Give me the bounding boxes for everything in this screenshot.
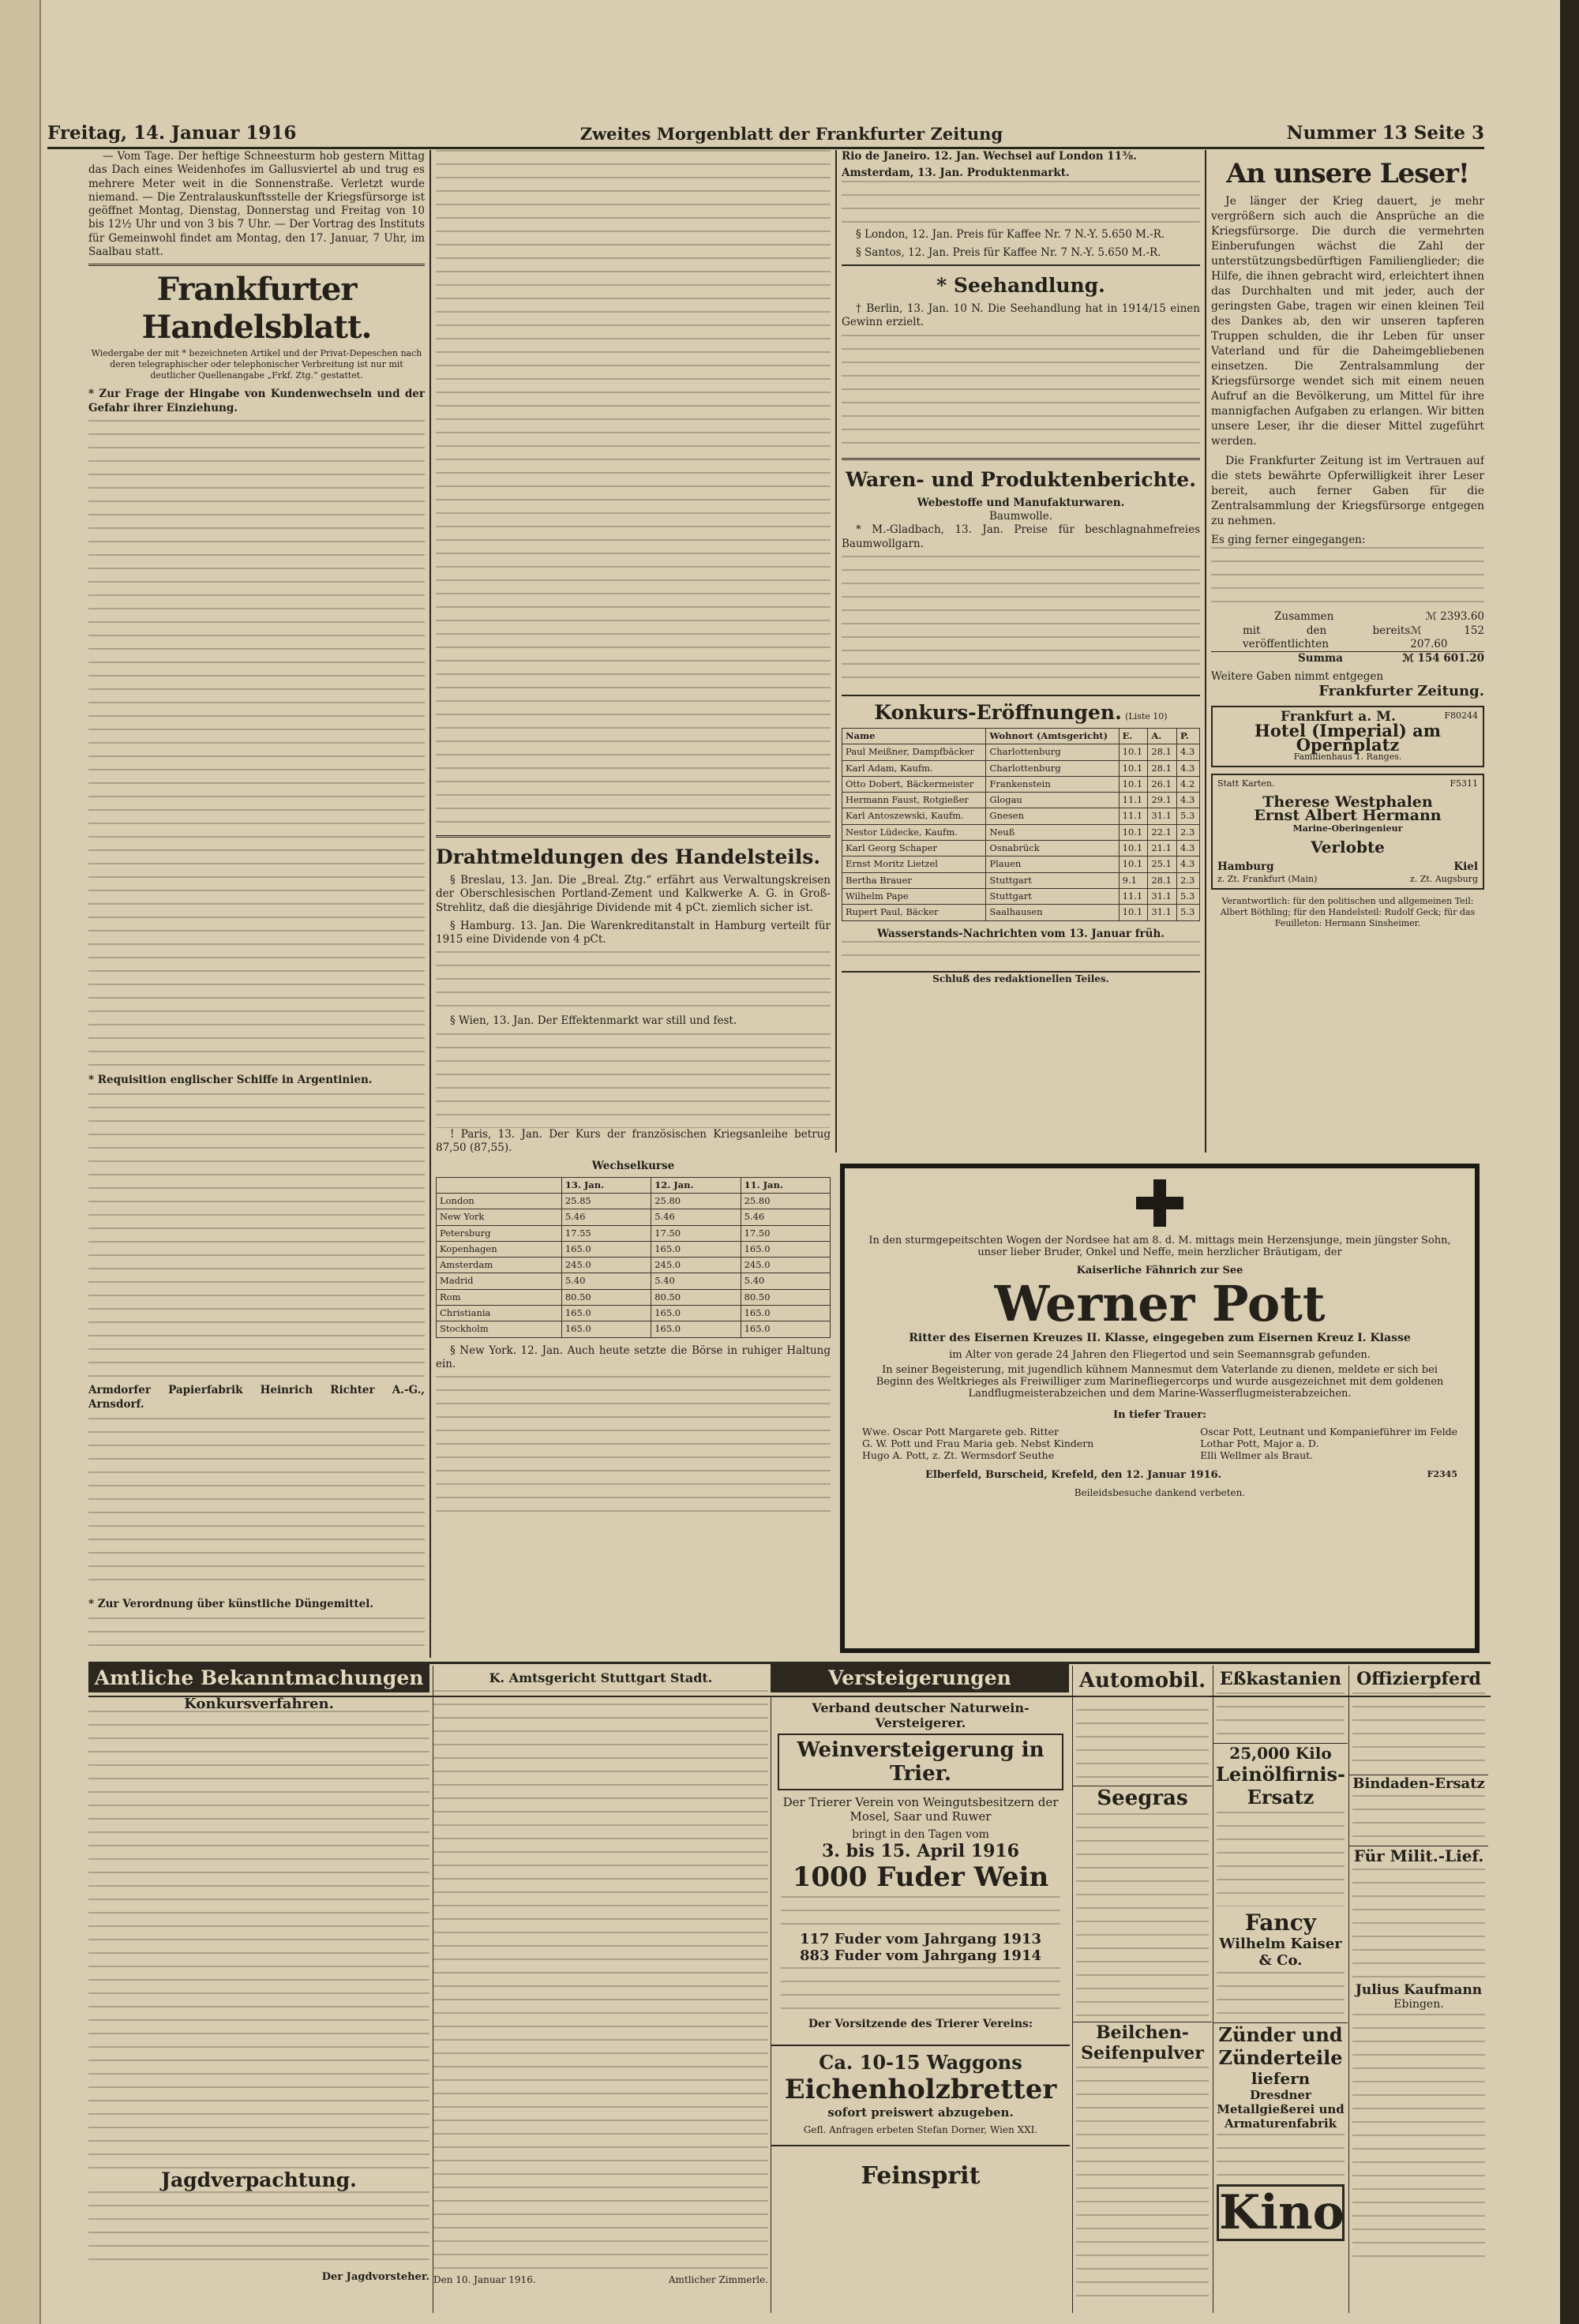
konkurs-cell: 10.1 xyxy=(1119,824,1148,840)
konkurs-cell: Frankenstein xyxy=(986,776,1119,792)
rates-col-header xyxy=(437,1177,562,1193)
konkurs-cell: 21.1 xyxy=(1148,841,1177,857)
konkurs-cell: 5.3 xyxy=(1177,888,1200,904)
ads-column-3 xyxy=(1348,1666,1488,2313)
header-date: Freitag, 14. Januar 1916 xyxy=(47,122,297,144)
reprint-note: Wiedergabe der mit * bezeichneten Artikel und der Privat-Depeschen nach deren telegraphischer oder telephonischer Verbreitung ist nur mit deutlicher Quellenangabe „Frkf. Ztg.“ gestattet. xyxy=(91,348,422,381)
amtsgericht-heading: K. Amtsgericht Stuttgart Stadt. xyxy=(489,1670,713,1685)
column-handelsblatt xyxy=(88,150,425,1658)
rates-cell: 80.50 xyxy=(741,1289,830,1305)
konkurs-cell: Neuß xyxy=(986,824,1119,840)
binding-gutter xyxy=(1560,0,1579,2324)
waren-text: * M.-Gladbach, 13. Jan. Preise für beschlagnahmefreies Baumwollgarn. xyxy=(842,523,1200,550)
wine-auction-ad xyxy=(771,1697,1070,2313)
konkurs-cell: 31.1 xyxy=(1148,905,1177,920)
verlobte-label: Verlobte xyxy=(1311,837,1385,857)
london-report: § London, 12. Jan. Preis für Kaffee Nr. 7 N.-Y. 5.650 M.-R. xyxy=(856,227,1165,241)
konkurs-row xyxy=(842,841,1200,857)
mourner: Oscar Pott, Leutnant und Kompanieführer im Felde xyxy=(1200,1426,1457,1438)
section-title-waren: Waren- und Produktenberichte. xyxy=(846,467,1196,491)
konkurs-row xyxy=(842,776,1200,792)
konkurs-cell: 5.3 xyxy=(1177,808,1200,824)
header-page-number: Nummer 13 Seite 3 xyxy=(1286,122,1484,144)
seegras-title: Seegras xyxy=(1073,1786,1212,1810)
wine-text: Der Trierer Verein von Weingutsbesitzern der Mosel, Saar und Ruwer xyxy=(782,1795,1059,1824)
wine-details xyxy=(781,1896,1060,1928)
rates-cell: 165.0 xyxy=(651,1306,741,1321)
rates-cell: 245.0 xyxy=(561,1258,651,1273)
groom-city: Kiel xyxy=(1453,860,1478,873)
section-title-seehandlung: * Seehandlung. xyxy=(936,274,1105,298)
wine-details xyxy=(781,1967,1060,2015)
konkurs-cell: 25.1 xyxy=(1148,857,1177,872)
obit-mourning: In tiefer Trauer: xyxy=(1113,1409,1206,1421)
prev-label: mit den bereits veröffentlichten xyxy=(1243,624,1411,650)
rates-cell: 5.46 xyxy=(561,1209,651,1225)
rates-col-header: 13. Jan. xyxy=(561,1177,651,1193)
stuttgart-notice xyxy=(433,1666,768,2313)
konkurs-row xyxy=(842,744,1200,760)
konkurs-cell: 10.1 xyxy=(1119,905,1148,920)
article-text xyxy=(842,335,1200,453)
konkurs-cell: 28.1 xyxy=(1148,872,1177,888)
article-text xyxy=(436,951,831,1014)
konkurs-row xyxy=(842,872,1200,888)
konkurs-cell: 4.2 xyxy=(1177,776,1200,792)
rates-cell: New York xyxy=(437,1209,562,1225)
konkurs-cell: 11.1 xyxy=(1119,888,1148,904)
amsterdam-report: Amsterdam, 13. Jan. Produktenmarkt. xyxy=(842,167,1070,180)
binde-title: Bindaden-Ersatz xyxy=(1349,1775,1488,1792)
wood-waggons: Ca. 10-15 Waggons xyxy=(819,2051,1022,2074)
article-text xyxy=(88,420,425,1067)
auto-title: Automobil. xyxy=(1078,1669,1206,1692)
feinsprit-title: Feinsprit xyxy=(861,2162,981,2190)
konkurs-title xyxy=(842,701,1200,725)
konkurs-row xyxy=(842,857,1200,872)
rates-row xyxy=(437,1321,831,1337)
article-text xyxy=(88,1093,425,1378)
verband-title: Verband deutscher Naturwein-Versteigerer. xyxy=(812,1700,1030,1730)
iron-cross-icon xyxy=(1136,1179,1183,1227)
konkurs-cell: 4.3 xyxy=(1177,841,1200,857)
bride-city-sub: z. Zt. Frankfurt (Main) xyxy=(1217,874,1318,885)
konkurs-row xyxy=(842,808,1200,824)
kaufmann-title: Julius Kaufmann xyxy=(1355,1982,1483,1998)
rates-row xyxy=(437,1306,831,1321)
statt-karten: Statt Karten. xyxy=(1217,778,1275,789)
obit-place: Elberfeld, Burscheid, Krefeld, den 12. Januar 1916. xyxy=(925,1469,1222,1481)
rates-cell: 165.0 xyxy=(651,1241,741,1257)
konkurs-list-note: (Liste 10) xyxy=(1125,710,1168,722)
konkurs-cell: Karl Antoszewski, Kaufm. xyxy=(842,808,986,824)
kaufmann-city: Ebingen. xyxy=(1393,1998,1444,2011)
rates-cell: 17.55 xyxy=(561,1225,651,1241)
seifenpulver-title: Beilchen-Seifenpulver xyxy=(1073,2022,1212,2063)
header-title: Zweites Morgenblatt der Frankfurter Zeitung xyxy=(579,124,1003,144)
telegram-paris: ! Paris, 13. Jan. Der Kurs der französischen Kriegsanleihe betrug 87,50 (87,55). xyxy=(436,1127,831,1155)
adjacent-page-strip xyxy=(0,0,41,2324)
obit-code: F2345 xyxy=(1427,1469,1457,1479)
telegram-wien: § Wien, 13. Jan. Der Effektenmarkt war still und fest. xyxy=(450,1014,737,1028)
rates-cell: 165.0 xyxy=(561,1306,651,1321)
hotel-ad xyxy=(1211,706,1484,767)
market-text xyxy=(842,181,1200,228)
rates-cell: 165.0 xyxy=(741,1321,830,1337)
wood-text: sofort preiswert abzugeben. xyxy=(827,2105,1014,2120)
appeal-text-2: Die Frankfurter Zeitung ist im Vertrauen auf die stets bewährte Opferwilligkeit ihrer Leser bereit, auch ferner Gaben für die Zentralsammlung der Kriegsfürsorge entgegen zu nehmen. xyxy=(1211,455,1484,527)
mourner: G. W. Pott und Frau Maria geb. Nebst Kindern xyxy=(862,1438,1094,1449)
footer-date: Den 10. Januar 1916. xyxy=(433,2274,536,2285)
donations-label: Es ging ferner eingegangen: xyxy=(1211,534,1366,546)
ad-text xyxy=(1217,1692,1345,1740)
konkurs-cell: Hermann Faust, Rotgießer xyxy=(842,793,986,808)
exchange-rates-title: Wechselkurse xyxy=(591,1160,675,1173)
konkurs-cell: Karl Adam, Kaufm. xyxy=(842,760,986,776)
footer-sign: Amtlicher Zimmerle. xyxy=(668,2274,768,2285)
milit-title: Für Milit.-Lief. xyxy=(1349,1846,1488,1865)
konkurs-cell: 5.3 xyxy=(1177,905,1200,920)
local-news: — Vom Tage. Der heftige Schneesturm hob gestern Mittag das Dach eines Weidenhofes im Gallusviertel ab und trug es mehrere Meter weit in die Sonnenstraße. Verletzt wurde niemand. — Die Zentralauskunftsstelle der Kriegsfürsorge ist geöffnet Montag, Dienstag, Donnerstag und Freitag von 10 bis 12½ Uhr und von 3 bis 7 Uhr. — Der Vortrag des Instituts für Gemeinwohl findet am Montag, den 17. Januar, 7 Uhr, im Saalbau statt. xyxy=(88,150,425,259)
konkurs-cell: 28.1 xyxy=(1148,760,1177,776)
rates-cell: 165.0 xyxy=(561,1241,651,1257)
section-title-handelsblatt: Frankfurter Handelsblatt. xyxy=(141,271,372,347)
wood-title: Eichenholzbretter xyxy=(784,2074,1057,2105)
mourner: Wwe. Oscar Pott Margarete geb. Ritter xyxy=(862,1426,1060,1438)
konkurs-cell: 4.3 xyxy=(1177,857,1200,872)
rates-cell: Rom xyxy=(437,1289,562,1305)
konkurs-cell: Nestor Lüdecke, Kaufm. xyxy=(842,824,986,840)
leinoel-title: Leinölfirnis-Ersatz xyxy=(1216,1763,1345,1809)
konkurs-cell: Gnesen xyxy=(986,808,1119,824)
konkurs-cell: 10.1 xyxy=(1119,857,1148,872)
wasserstand-text xyxy=(842,941,1200,968)
bride-name: Therese Westphalen xyxy=(1262,793,1433,811)
konkurs-col-header: Name xyxy=(842,728,986,744)
amtliche-heading: Amtliche Bekanntmachungen xyxy=(88,1664,429,1692)
rates-cell: Stockholm xyxy=(437,1321,562,1337)
rates-cell: 245.0 xyxy=(741,1258,830,1273)
article-text xyxy=(436,1033,831,1128)
konkurs-cell: 28.1 xyxy=(1148,744,1177,760)
sum-row xyxy=(1211,610,1484,624)
groom-name: Ernst Albert Hermann xyxy=(1254,807,1442,825)
ad-text xyxy=(1217,1972,1345,2019)
konkurs-col-header: Wohnort (Amtsgericht) xyxy=(986,728,1119,744)
ad-text xyxy=(1217,1812,1345,1906)
rates-cell: 80.50 xyxy=(561,1289,651,1305)
article-heading: Armdorfer Papierfabrik Heinrich Richter A.-G., Arnsdorf. xyxy=(88,1384,425,1411)
obit-intro: In den sturmgepeitschten Wogen der Nordsee hat am 8. d. M. mittags mein Herzensjunge, mein jüngster Sohn, unser lieber Bruder, Onkel und Neffe, mein herzlicher Bräutigam, der xyxy=(868,1235,1451,1258)
rates-row xyxy=(437,1289,831,1305)
rates-cell: 17.50 xyxy=(651,1225,741,1241)
column-maerkte xyxy=(842,150,1200,1153)
konkurs-row xyxy=(842,888,1200,904)
article-text xyxy=(436,150,831,829)
hotel-name: Hotel (Imperial) am Opernplatz xyxy=(1255,721,1441,755)
jagd-heading: Jagdverpachtung. xyxy=(161,2168,357,2191)
rates-row xyxy=(437,1258,831,1273)
konkurs-cell: Stuttgart xyxy=(986,872,1119,888)
konkurs-cell: Wilhelm Pape xyxy=(842,888,986,904)
total-row xyxy=(1211,652,1484,665)
konkurs-row xyxy=(842,824,1200,840)
article-text xyxy=(88,1418,425,1591)
kastanien-title: Eßkastanien xyxy=(1219,1669,1342,1689)
konkurs-cell: 22.1 xyxy=(1148,824,1177,840)
konkurs-cell: 2.3 xyxy=(1177,872,1200,888)
wine-title: Weinversteigerung in Trier. xyxy=(778,1734,1063,1790)
prev-row xyxy=(1211,624,1484,653)
wood-contact: Gefl. Anfragen erbeten Stefan Dorner, Wien XXI. xyxy=(803,2124,1038,2135)
section-title-drahtmeldungen: Drahtmeldungen des Handelsteils. xyxy=(436,845,821,868)
waren-subtitle: Webestoffe und Manufakturwaren. xyxy=(917,496,1125,509)
engagement-code: F5311 xyxy=(1450,778,1478,789)
obit-order: Ritter des Eisernen Kreuzes II. Klasse, eingegeben zum Eisernen Kreuz I. Klasse xyxy=(909,1332,1411,1344)
rates-cell: 165.0 xyxy=(651,1321,741,1337)
rates-cell: 5.40 xyxy=(741,1273,830,1289)
konkurs-cell: 29.1 xyxy=(1148,793,1177,808)
notice-text xyxy=(433,1690,768,2274)
rates-cell: 25.80 xyxy=(651,1193,741,1209)
obit-name: Werner Pott xyxy=(994,1275,1326,1333)
engagement-ad xyxy=(1211,774,1484,890)
article-text xyxy=(436,1376,831,1518)
konkurs-cell: 10.1 xyxy=(1119,841,1148,857)
konkurs-cell: Saalhausen xyxy=(986,905,1119,920)
ad-text xyxy=(1076,1813,1209,2019)
zuender-title: Zünder und Zünderteile xyxy=(1213,2022,1348,2069)
wine-chair: Der Vorsitzende des Trierer Vereins: xyxy=(808,2018,1033,2030)
konkurs-cell: 9.1 xyxy=(1119,872,1148,888)
rates-cell: 5.46 xyxy=(651,1209,741,1225)
sum-label: Zusammen xyxy=(1274,610,1334,624)
mourner: Lothar Pott, Major a. D. xyxy=(1200,1438,1319,1449)
rates-col-header: 12. Jan. xyxy=(651,1177,741,1193)
konkurs-col-header: E. xyxy=(1119,728,1148,744)
konkurs-row xyxy=(842,760,1200,776)
obit-rank: Kaiserliche Fähnrich zur See xyxy=(1076,1265,1243,1276)
telegram-newyork: § New York. 12. Jan. Auch heute setzte die Börse in ruhiger Haltung ein. xyxy=(436,1344,831,1370)
further-gifts: Weitere Gaben nimmt entgegen xyxy=(1211,670,1384,684)
dresdner-title: Dresdner Metallgießerei und Armaturenfabrik xyxy=(1217,2088,1345,2131)
end-of-editorial: Schluß des redaktionellen Teiles. xyxy=(842,971,1200,986)
article-heading: * Zur Verordnung über künstliche Düngemittel. xyxy=(88,1597,374,1610)
article-text xyxy=(88,1617,425,1658)
column-drahtmeldungen xyxy=(436,150,831,1658)
konkurs-cell: 11.1 xyxy=(1119,808,1148,824)
seehandlung-text: † Berlin, 13. Jan. 10 N. Die Seehandlung hat in 1914/15 einen Gewinn erzielt. xyxy=(842,302,1200,329)
ad-text xyxy=(1352,2014,1485,2266)
rates-row xyxy=(437,1209,831,1225)
wine-text: bringt in den Tagen vom xyxy=(852,1828,989,1841)
mourner: Elli Wellmer als Braut. xyxy=(1200,1449,1314,1461)
konkurs-cell: 2.3 xyxy=(1177,824,1200,840)
ad-text xyxy=(1217,2134,1345,2181)
santos-report: § Santos, 12. Jan. Preis für Kaffee Nr. 7 N.-Y. 5.650 M.-R. xyxy=(856,246,1161,259)
obit-age: im Alter von gerade 24 Jahren den Fliegertod und sein Seemannsgrab gefunden. xyxy=(949,1349,1371,1361)
konkurs-heading: Konkursverfahren. xyxy=(184,1697,334,1712)
rates-cell: 165.0 xyxy=(741,1306,830,1321)
rates-cell: 80.50 xyxy=(651,1289,741,1305)
konkurs-cell: Karl Georg Schaper xyxy=(842,841,986,857)
leinoel-amount: 25,000 Kilo xyxy=(1213,1743,1348,1763)
rates-cell: London xyxy=(437,1193,562,1209)
konkurs-cell: Paul Meißner, Dampfbäcker xyxy=(842,744,986,760)
signature-fz: Frankfurter Zeitung. xyxy=(1318,682,1484,699)
rates-cell: 5.40 xyxy=(561,1273,651,1289)
konkurs-cell: Plauen xyxy=(986,857,1119,872)
page-header xyxy=(47,118,1484,149)
kino-title: Kino xyxy=(1217,2184,1345,2241)
konkurs-table xyxy=(842,728,1200,921)
rates-row xyxy=(437,1273,831,1289)
obit-text: In seiner Begeisterung, mit jugendlich kühnem Mannesmut dem Vaterlande zu dienen, meldete er sich bei Beginn des Weltkrieges als Freiwilliger zum Marinefliegercorps und wurde ausgezeichnet mit dem goldenen Landflugmeisterabzeichen und dem Marine-Wasserflugmeisterabzeichen. xyxy=(876,1364,1444,1400)
notice-text xyxy=(88,2191,429,2270)
rates-row xyxy=(437,1225,831,1241)
konkurs-cell: Charlottenburg xyxy=(986,744,1119,760)
donations-list xyxy=(1211,547,1484,610)
responsible-editors: Verantwortlich: für den politischen und allgemeinen Teil: Albert Böthling; für den Handelsteil: Rudolf Geck; für das Feuilleton: Hermann Sinsheimer. xyxy=(1220,896,1476,929)
sum-value: ℳ 2393.60 xyxy=(1425,610,1484,624)
konkurs-cell: 4.3 xyxy=(1177,744,1200,760)
konkurs-cell: 10.1 xyxy=(1119,776,1148,792)
rates-cell: 5.40 xyxy=(651,1273,741,1289)
liefern-label: liefern xyxy=(1251,2069,1311,2088)
obit-note: Beileidsbesuche dankend verbeten. xyxy=(1074,1487,1246,1498)
ad-text xyxy=(1352,1795,1485,1842)
ads-column-2 xyxy=(1213,1666,1348,2313)
section-title-konkurs: Konkurs-Eröffnungen. xyxy=(874,700,1122,724)
column-rule xyxy=(429,150,431,1658)
prev-value: ℳ 152 207.60 xyxy=(1410,624,1484,650)
bride-city: Hamburg xyxy=(1217,860,1274,873)
total-label: Summa xyxy=(1298,652,1343,665)
konkurs-cell: Rupert Paul, Bäcker xyxy=(842,905,986,920)
konkurs-row xyxy=(842,793,1200,808)
groom-rank: Marine-Oberingenieur xyxy=(1292,823,1403,834)
konkurs-cell: 4.3 xyxy=(1177,760,1200,776)
konkurs-cell: Glogau xyxy=(986,793,1119,808)
konkurs-cell: 31.1 xyxy=(1148,888,1177,904)
konkurs-cell: Otto Dobert, Bäckermeister xyxy=(842,776,986,792)
ad-text xyxy=(1076,2067,1209,2303)
hotel-code: F80244 xyxy=(1444,710,1478,722)
konkurs-cell: 31.1 xyxy=(1148,808,1177,824)
rio-report: Rio de Janeiro. 12. Jan. Wechsel auf London 11⅜. xyxy=(842,150,1137,163)
kaiser-title: Wilhelm Kaiser & Co. xyxy=(1219,1936,1342,1969)
ad-text xyxy=(1352,1692,1485,1771)
konkurs-cell: Charlottenburg xyxy=(986,760,1119,776)
amtliche-column xyxy=(88,1697,429,2313)
exchange-rates-table xyxy=(436,1177,831,1338)
appeal-text: Je länger der Krieg dauert, je mehr vergrößern sich auch die Ansprüche an die Kriegsfürsorge. Die durch die vermehrten Einberufungen wächst die Zahl der unterstützungsbedürftigen Familienglieder; die Hilfe, die ihnen gebracht wird, erleichtert ihnen das Durchhalten und mit jeder, auch der geringsten Gabe, tragen wir einen kleinen Teil des Dankes ab, den wir unseren tapferen Truppen schulden, die ihr Leben für unser Vaterland und für die Daheimgebliebenen einsetzen. Die Zentralsammlung der Kriegsfürsorge wendet sich mit einem neuen Aufruf an die Bevölkerung, um Mittel für ihre mannigfachen Aufgaben zu erlangen. Wir bitten unsere Leser, ihr die dieser Mittel zugeführt werden. xyxy=(1211,195,1484,448)
konkurs-col-header: P. xyxy=(1177,728,1200,744)
konkurs-cell: Stuttgart xyxy=(986,888,1119,904)
konkurs-cell: 11.1 xyxy=(1119,793,1148,808)
konkurs-cell: Ernst Moritz Lietzel xyxy=(842,857,986,872)
konkurs-cell: 10.1 xyxy=(1119,760,1148,776)
rates-cell: Amsterdam xyxy=(437,1258,562,1273)
rates-cell: Petersburg xyxy=(437,1225,562,1241)
konkurs-cell: 26.1 xyxy=(1148,776,1177,792)
notice-text xyxy=(88,1711,429,2168)
rates-cell: 25.80 xyxy=(741,1193,830,1209)
wine-dates: 3. bis 15. April 1916 xyxy=(822,1841,1019,1861)
jagd-signature: Der Jagdvorsteher. xyxy=(321,2271,429,2283)
telegram-breslau: § Breslau, 13. Jan. Die „Breal. Ztg.“ erfährt aus Verwaltungskreisen der Oberschlesischen Portland-Zement und Kalkwerke A. G. in Groß-Strehlitz, daß die diesjährige Dividende mit 4 pCt. ziemlich sicher ist. xyxy=(436,874,831,914)
fancy-title: Fancy xyxy=(1244,1910,1317,1936)
wasserstand-title: Wasserstands-Nachrichten vom 13. Januar früh. xyxy=(876,927,1165,940)
wine-1913: 117 Fuder vom Jahrgang 1913 xyxy=(800,1931,1041,1947)
obituary-notice xyxy=(840,1164,1480,1653)
hotel-city: Frankfurt a. M. xyxy=(1281,709,1396,725)
konkurs-col-header: A. xyxy=(1148,728,1177,744)
column-aufruf xyxy=(1211,150,1484,1153)
ads-column-1 xyxy=(1072,1666,1212,2313)
hotel-sub: Familienhaus 1. Ranges. xyxy=(1293,751,1402,762)
rates-col-header: 11. Jan. xyxy=(741,1177,830,1193)
konkurs-cell: 10.1 xyxy=(1119,744,1148,760)
versteigerungen-heading: Versteigerungen xyxy=(771,1664,1069,1692)
total-value: ℳ 154 601.20 xyxy=(1402,652,1484,665)
column-rule xyxy=(835,150,837,1153)
konkurs-row xyxy=(842,905,1200,920)
telegram-hamburg: § Hamburg. 13. Jan. Die Warenkreditanstalt in Hamburg verteilt für 1915 eine Dividende von 4 pCt. xyxy=(436,919,831,946)
appeal-title: An unsere Leser! xyxy=(1226,158,1469,189)
column-rule xyxy=(1205,150,1206,1153)
article-text xyxy=(842,556,1200,690)
article-heading: * Requisition englischer Schiffe in Argentinien. xyxy=(88,1073,373,1086)
ad-text xyxy=(1076,1696,1209,1782)
rates-row xyxy=(437,1241,831,1257)
konkurs-cell: 4.3 xyxy=(1177,793,1200,808)
rates-cell: 17.50 xyxy=(741,1225,830,1241)
rates-cell: 5.46 xyxy=(741,1209,830,1225)
rates-row xyxy=(437,1193,831,1209)
rates-cell: 165.0 xyxy=(561,1321,651,1337)
article-heading: * Zur Frage der Hingabe von Kundenwechseln und der Gefahr ihrer Einziehung. xyxy=(88,388,425,414)
rates-cell: 25.85 xyxy=(561,1193,651,1209)
wine-1914: 883 Fuder vom Jahrgang 1914 xyxy=(800,1947,1041,1964)
rates-cell: Madrid xyxy=(437,1273,562,1289)
ad-text xyxy=(1352,1869,1485,1979)
rates-cell: Kopenhagen xyxy=(437,1241,562,1257)
rates-cell: Christiania xyxy=(437,1306,562,1321)
baumwolle-title: Baumwolle. xyxy=(988,510,1053,523)
konkurs-cell: Osnabrück xyxy=(986,841,1119,857)
rates-cell: 165.0 xyxy=(741,1241,830,1257)
pferd-title: Offizierpferd xyxy=(1356,1669,1481,1689)
wine-amount: 1000 Fuder Wein xyxy=(792,1861,1049,1893)
konkurs-cell: Bertha Brauer xyxy=(842,872,986,888)
groom-city-sub: z. Zt. Augsburg xyxy=(1410,874,1478,885)
rates-cell: 245.0 xyxy=(651,1258,741,1273)
mourner: Hugo A. Pott, z. Zt. Wermsdorf Seuthe xyxy=(862,1449,1055,1461)
